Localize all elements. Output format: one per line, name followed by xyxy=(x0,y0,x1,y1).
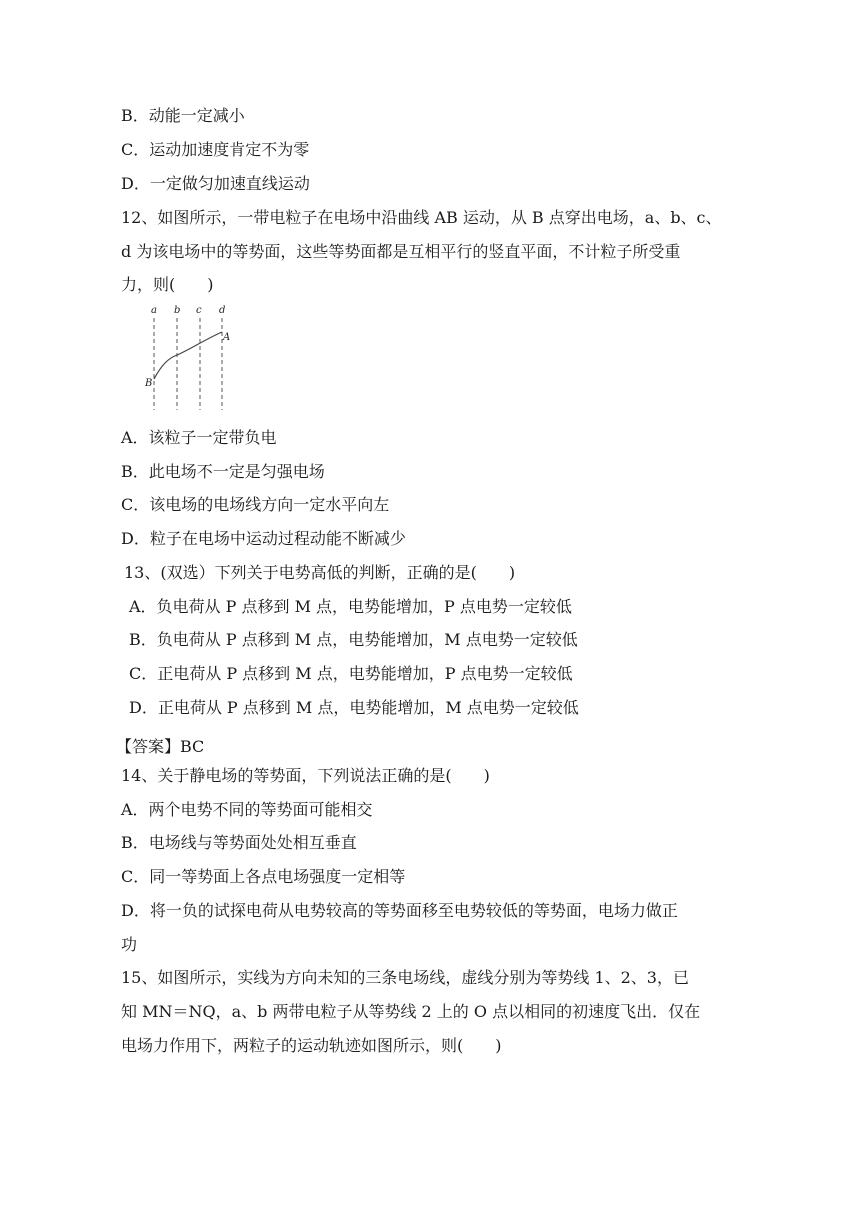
plane-label-d: d xyxy=(219,305,226,316)
question-15-line-3: 电场力作用下，两粒子的运动轨迹如图所示，则( ) xyxy=(121,1036,502,1055)
option-14-d-line-2: 功 xyxy=(121,935,138,954)
option-13-d: D．正电荷从 P 点移到 M 点，电势能增加，M 点电势一定较低 xyxy=(129,698,579,717)
option-12-a: A．该粒子一定带负电 xyxy=(121,428,277,447)
plane-label-a: a xyxy=(151,305,157,316)
question-15-line-1: 15、如图所示，实线为方向未知的三条电场线，虚线分别为等势线 1、2、3，已 xyxy=(121,968,689,987)
plane-label-c: c xyxy=(196,305,202,316)
answer-13: 【答案】BC xyxy=(116,737,205,756)
option-14-b: B．电场线与等势面处处相互垂直 xyxy=(121,833,357,852)
option-13-b: B．负电荷从 P 点移到 M 点，电势能增加，M 点电势一定较低 xyxy=(129,630,578,649)
question-14: 14、关于静电场的等势面，下列说法正确的是( ) xyxy=(121,766,490,785)
option-13-c: C．正电荷从 P 点移到 M 点，电势能增加，P 点电势一定较低 xyxy=(129,664,573,683)
option-12-d: D．粒子在电场中运动过程动能不断减少 xyxy=(121,529,406,548)
point-label-a: A xyxy=(223,332,231,343)
option-12-c: C．该电场的电场线方向一定水平向左 xyxy=(121,495,390,514)
question-12-line-2: d 为该电场中的等势面，这些等势面都是互相平行的竖直平面，不计粒子所受重 xyxy=(121,242,681,261)
question-13: 13、(双选）下列关于电势高低的判断，正确的是( ) xyxy=(124,563,516,582)
option-13-a: A．负电荷从 P 点移到 M 点，电势能增加，P 点电势一定较低 xyxy=(129,597,572,616)
option-12-b: B．此电场不一定是匀强电场 xyxy=(121,462,325,481)
equipotential-figure xyxy=(136,302,236,412)
option-14-a: A．两个电势不同的等势面可能相交 xyxy=(121,800,373,819)
line-3: D．一定做匀加速直线运动 xyxy=(121,174,310,193)
point-label-b: B xyxy=(145,378,153,389)
option-14-d-line-1: D．将一负的试探电荷从电势较高的等势面移至电势较低的等势面，电场力做正 xyxy=(121,901,678,920)
line-2: C．运动加速度肯定不为零 xyxy=(121,140,310,159)
option-14-c: C．同一等势面上各点电场强度一定相等 xyxy=(121,867,406,886)
question-12-line-1: 12、如图所示，一带电粒子在电场中沿曲线 AB 运动，从 B 点穿出电场，a、b、c、 xyxy=(121,208,722,227)
plane-label-b: b xyxy=(174,305,181,316)
line-1: B．动能一定减小 xyxy=(121,106,245,125)
question-12-line-3: 力，则( ) xyxy=(121,275,214,294)
trajectory-curve xyxy=(154,332,222,379)
question-15-line-2: 知 MN＝NQ，a、b 两带电粒子从等势线 2 上的 O 点以相同的初速度飞出．仅在 xyxy=(121,1002,701,1021)
